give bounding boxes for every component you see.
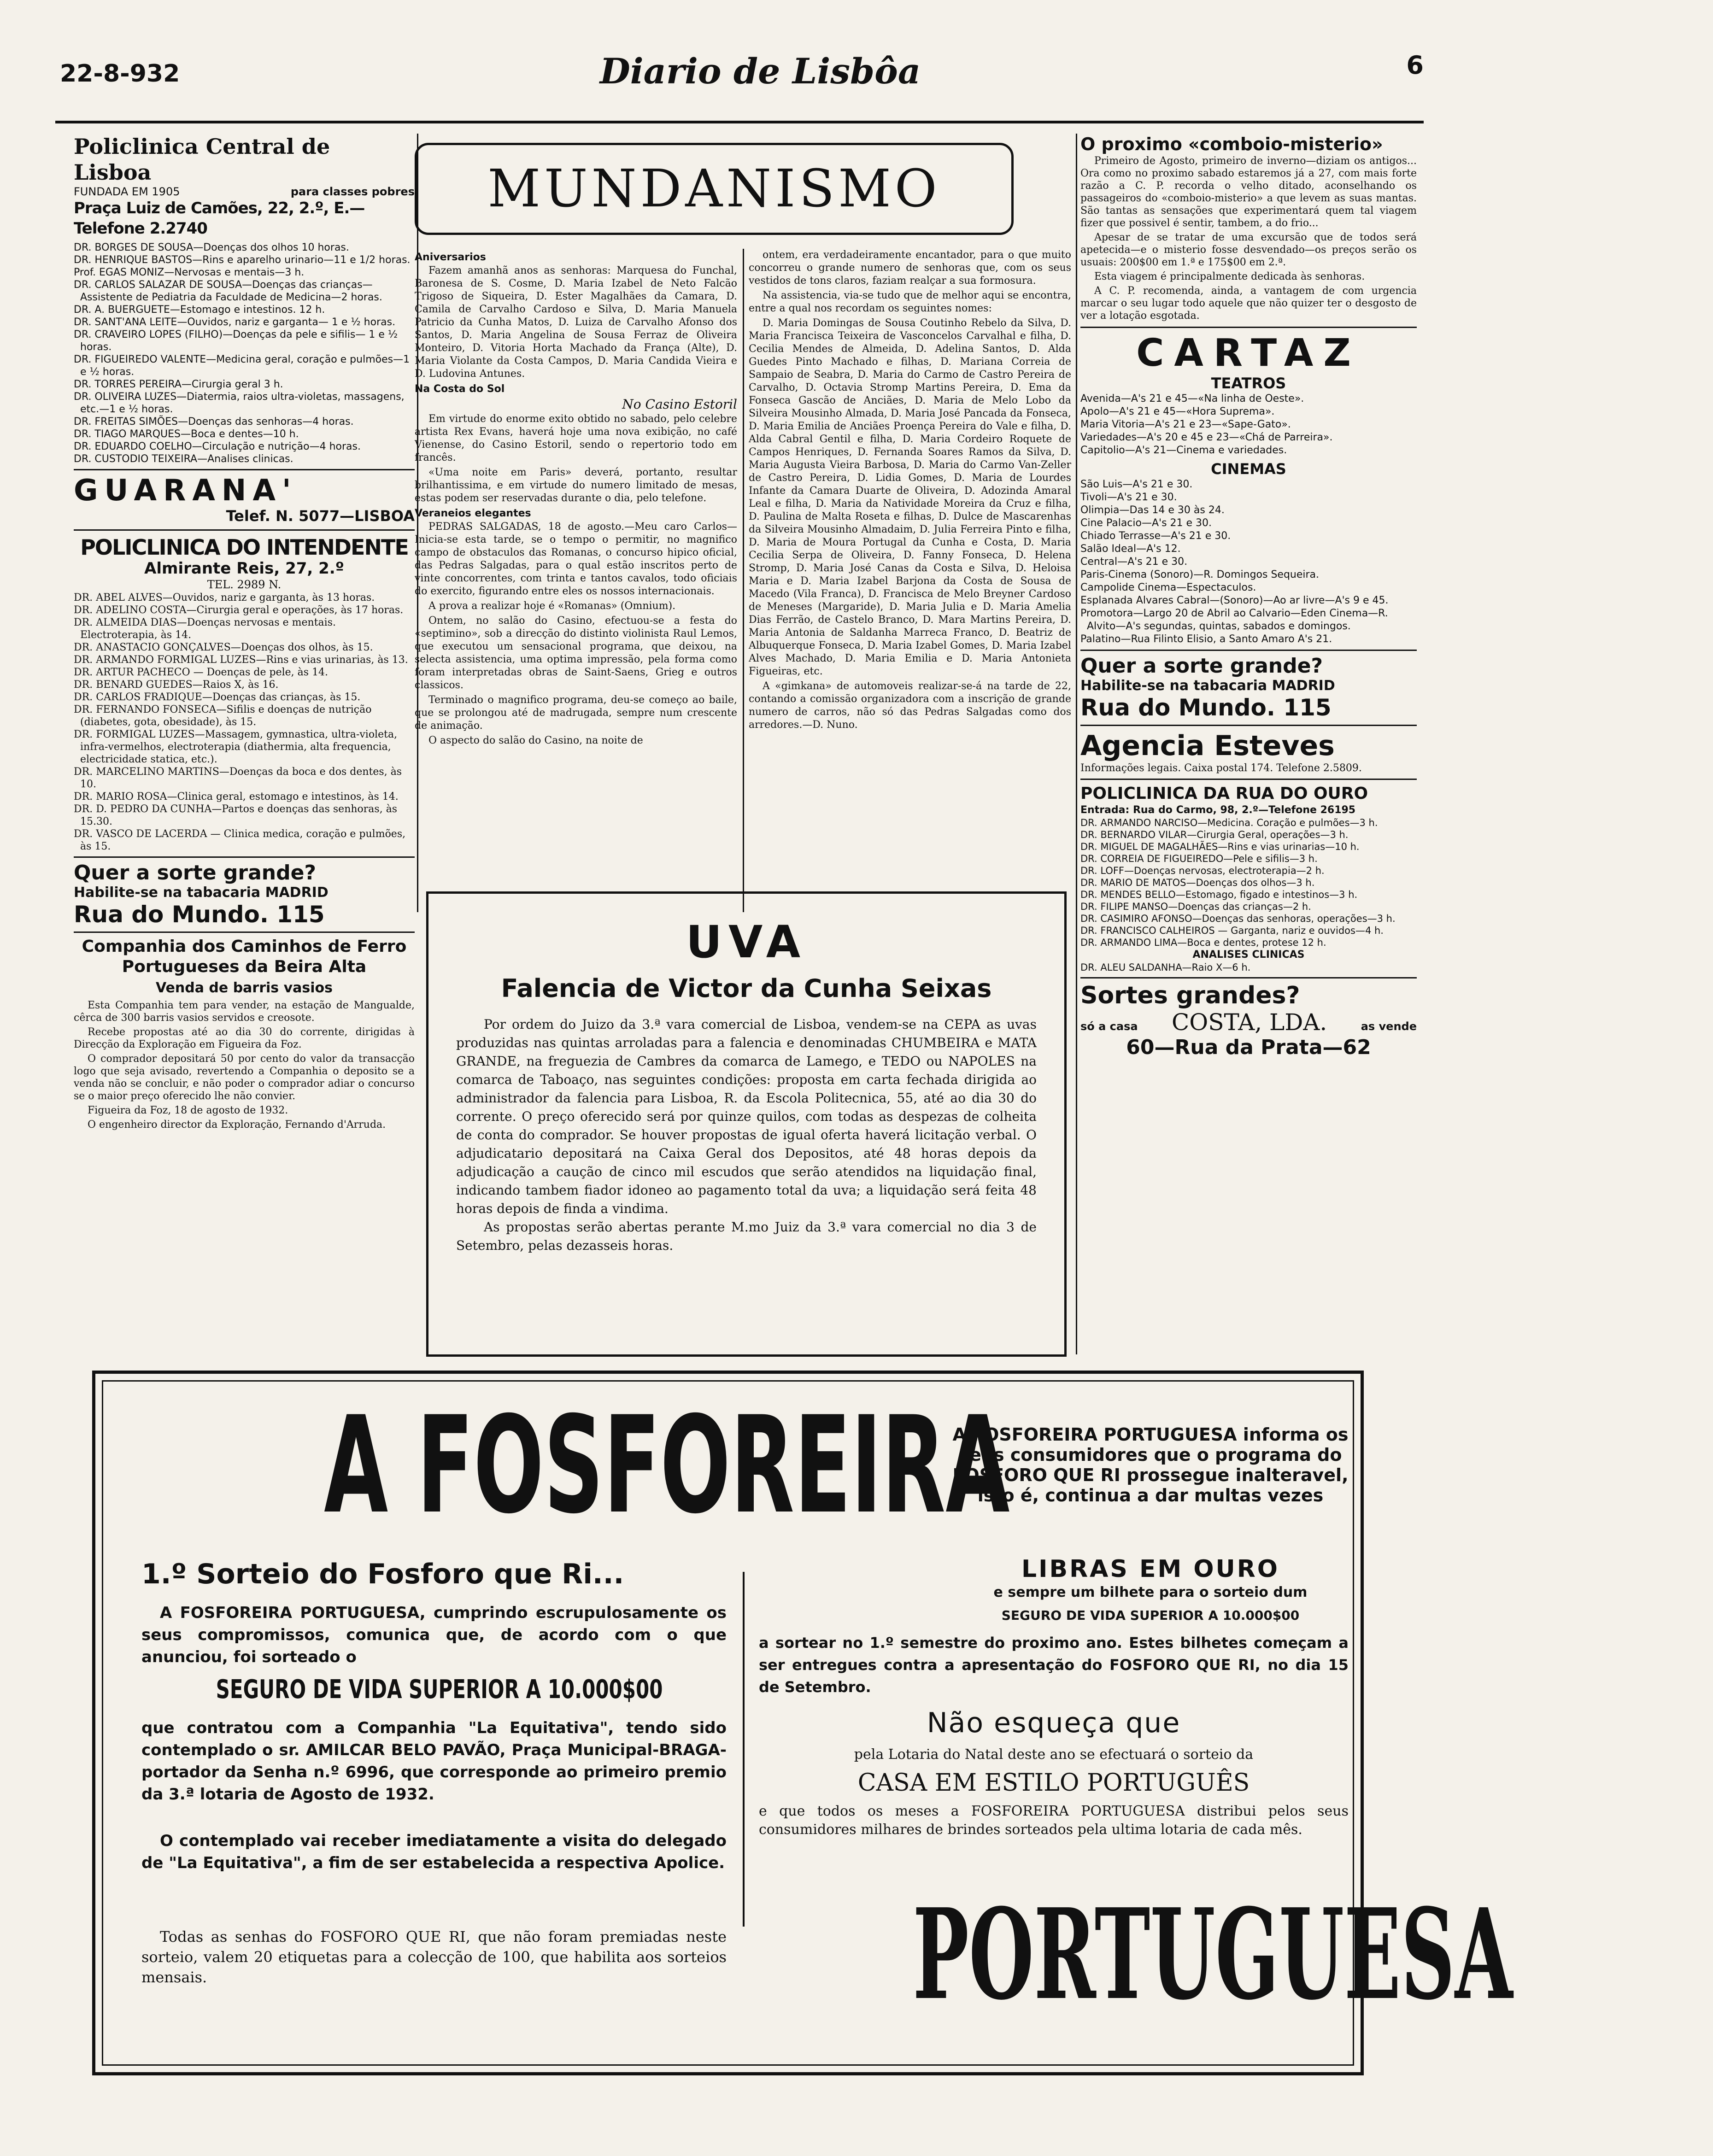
uva-box <box>426 891 1067 1357</box>
sortes-line1: Sortes grandes? <box>1080 982 1300 1009</box>
intendente-doctors <box>74 592 415 853</box>
cinema-entry: Palatino—Rua Filinto Elisio, a Santo Amaro A's 21. <box>1080 633 1332 645</box>
ouro-address: Entrada: Rua do Carmo, 98, 2.º—Telefone 26195 <box>1080 804 1356 816</box>
ad-left-p3: O contemplado vai receber imediatamente a visita do delegado de "La Equitativa", a fim de ser estabelecida a respectiva Apolice. <box>141 1832 727 1872</box>
sorte-line3: Rua do Mundo. 115 <box>1080 694 1332 721</box>
doctor-entry: DR. ARMANDO FORMIGAL LUZES—Rins e vias urinarias, às 13. <box>74 654 408 666</box>
teatro-entry: Avenida—A's 21 e 45—«Na linha de Oeste». <box>1080 393 1304 404</box>
policlinica-intendente <box>74 535 415 853</box>
doctor-entry: DR. TIAGO MARQUES—Boca e dentes—10 h. <box>74 428 299 440</box>
paragraph: Em virtude do enorme exito obtido no sabado, pelo celebre artista Rex Evans, haverá hoje uma nova exibição, no café Vienense, do Casino Estoril, sendo o repertorio todo em francês. <box>415 413 737 463</box>
cartaz-section <box>1080 333 1417 646</box>
ad-right-top: A FOSFOREIRA PORTUGUESA informa os seus consumidores que o programa do FOSFORO QUE RI prossegue inalteravel, isto é, continua a dar multas vezes <box>952 1424 1349 1506</box>
doctor-entry: DR. CORREIA DE FIGUEIREDO—Pele e sifilis—3 h. <box>1080 853 1318 864</box>
divider <box>1080 977 1417 978</box>
ad-nao-esqueca: Não esqueça que <box>927 1707 1181 1739</box>
doctor-entry: DR. A. BUERGUETE—Estomago e intestinos. 12 h. <box>74 304 325 316</box>
guarana-phone: Telef. N. 5077—LISBOA <box>226 507 415 525</box>
doctor-entry: DR. LOFF—Doenças nervosas, electroterapia—2 h. <box>1080 865 1325 876</box>
teatros-heading: TEATROS <box>1211 375 1286 392</box>
doctor-entry: DR. CARLOS FRADIQUE—Doenças das crianças, às 15. <box>74 691 361 703</box>
sorte-line2: Habilite-se na tabacaria MADRID <box>1080 678 1335 694</box>
agencia-title: Agencia Esteves <box>1080 730 1335 762</box>
ad-big-bottom: PORTUGUESA <box>913 1881 1513 2027</box>
doctor-entry: DR. SANT'ANA LEITE—Ouvidos, nariz e garganta— 1 e ½ horas. <box>74 316 396 328</box>
paragraph: A «gimkana» de automoveis realizar-se-á na tarde de 22, contando a comissão organizadora com a inscrição de grande numero de carros, não só das Pedras Salgadas como dos arredores.—D. Nuno. <box>749 680 1071 731</box>
doctor-entry: DR. FIGUEIREDO VALENTE—Medicina geral, coração e pulmões—1 e ½ horas. <box>74 354 410 378</box>
teatro-entry: Maria Vitoria—A's 21 e 23—«Sape-Gato». <box>1080 419 1291 430</box>
ad-big-top: A FOSFOREIRA <box>324 1388 1010 1543</box>
ad-vertical-rule <box>743 1572 745 1927</box>
paragraph: PEDRAS SALGADAS, 18 de agosto.—Meu caro Carlos—Inicia-se esta tarde, se o tempo o permitir, no magnifico campo de obstaculos das Romanas, o concurso hipico oficial, das Pedras Salgadas, para o qual estão inscritos perto de vinte concorrentes, com trinta e tantos cavalos, todo oficiais do exercito, figurando entre eles os nossos internacionais. <box>415 521 737 597</box>
ad-left-p2: que contratou com a Companhia "La Equitativa", tendo sido contemplado o sr. AMILCAR BELO PAVÃO, Praça Municipal-BRAGA-portador da Senha n.º 6996, que corresponde ao primeiro premio da 3.ª lotaria de Agosto de 1932. <box>141 1719 727 1804</box>
doctor-entry: DR. ADELINO COSTA—Cirurgia geral e operações, às 17 horas. <box>74 604 404 616</box>
comboio-notice <box>1080 134 1417 322</box>
header-date: 22-8-932 <box>60 60 180 88</box>
mundanismo-section <box>415 134 1078 871</box>
guarana-title: GUARANA' <box>74 474 298 508</box>
cinema-entry: Campolide Cinema—Espectaculos. <box>1080 582 1256 593</box>
masthead: Diario de Lisbôa <box>599 51 921 92</box>
col1 <box>74 134 415 1405</box>
doctor-entry: Prof. EGAS MONIZ—Nervosas e mentais—3 h. <box>74 267 305 278</box>
uva-closing: As propostas serão abertas perante M.mo Juiz da 3.ª vara comercial no dia 3 de Setembro, pelas dezasseis horas. <box>456 1219 1037 1253</box>
uva-title: UVA <box>686 916 807 968</box>
analises-heading: ANALISES CLINICAS <box>1192 949 1305 961</box>
doctor-entry: DR. D. PEDRO DA CUNHA—Partos e doenças das senhoras, às 15.30. <box>74 803 398 827</box>
page-number: 6 <box>1406 51 1424 80</box>
doctor-entry: DR. FILIPE MANSO—Doenças das crianças—2 h. <box>1080 901 1311 912</box>
sortes-line2 <box>1080 1009 1417 1036</box>
beira-alta-title: Companhia dos Caminhos de Ferro Portugueses da Beira Alta <box>82 937 407 976</box>
doctor-entry: DR. CUSTODIO TEIXEIRA—Analises clinicas. <box>74 453 293 465</box>
agencia-esteves <box>1080 730 1417 775</box>
divider <box>1080 650 1417 651</box>
mundanismo-left-column <box>415 249 737 917</box>
notice-paragraph: Figueira da Foz, 18 de agosto de 1932. <box>88 1105 288 1116</box>
comboio-body <box>1080 155 1417 322</box>
sortes-costa: COSTA, LDA. <box>1171 1009 1327 1036</box>
doctor-entry: DR. ARMANDO NARCISO—Medicina. Coração e pulmões—3 h. <box>1080 817 1378 828</box>
notice-paragraph: Primeiro de Agosto, primeiro de inverno—diziam os antigos... Ora como no proximo sabado estaremos já a 27, com mais forte razão a C. P. recorda o velho ditado, aconselhando os passageiros do «comboio-misterio» a que levem as suas mantas. São tantas as sensações que experimentará quem tal viagem fizer que possivel é sentir, tambem, a do frio... <box>1080 155 1417 229</box>
column-rule <box>743 249 744 912</box>
paragraph: Ontem, no salão do Casino, efectuou-se a festa do «septimino», sob a direcção do distinto violinista Raul Lemos, que executou um sensacional programa, que deixou, na selecta assistencia, uma optima impressão, pela forma como foram interpretadas obras de Saint-Saens, Grieg e outros classicos. <box>415 615 737 691</box>
mundanismo-title: MUNDANISMO <box>487 159 941 219</box>
cinemas-list <box>1080 478 1417 646</box>
doctor-entry: DR. ALMEIDA DIAS—Doenças nervosas e mentais. Electroterapia, às 14. <box>74 617 336 641</box>
cinema-entry: Olimpia—Das 14 e 30 às 24. <box>1080 504 1225 516</box>
sortes-casa: só a casa <box>1080 1020 1138 1033</box>
paragraph: Terminado o magnifico programa, deu-se começo ao baile, que se prolongou até de madrugada, sempre num crescente de animação. <box>415 694 737 732</box>
teatros-list <box>1080 393 1417 457</box>
divider <box>1080 725 1417 726</box>
paragraph: D. Maria Domingas de Sousa Coutinho Rebelo da Silva, D. Maria Francisca Teixeira de Vasconcelos Carvalhal e filha, D. Cecilia Mendes de Almeida, D. Adelina Santos, D. Alda Guedes Pinto Machado e filhas, D. Mariana Correia de Sampaio de Seabra, D. Maria do Carmo de Castro Pereira de Carvalho, D. Octavia Stromp Martins Pereira, D. Ema da Fonseca Gascão de Anciães, D. Maria de Melo Lobo da Silveira Mousinho Almada, D. Maria José Pancada da Fonseca, D. Maria Emilia de Anciães Proença Pereira do Vale e filha, D. Alda Cabral Gentil e filha, D. Maria Cordeiro Roquete de Campos Henriques, D. Fernanda Soares Ramos da Silva, D. Maria Augusta Vieira Barbosa, D. Maria do Carmo Van-Zeller de Castro Pereira, D. Lidia Gomes, D. Maria de Lourdes Infante da Camara Duarte de Oliveira, D. Adozinda Amaral Leal e filha, D. Maria da Natividade Moreira da Cruz e filha, D. Paulina de Malta Roseta e filhas, D. Dulce de Mascarenhas da Silveira Mousinho Almadaim, D. Julia Ferreira Pinto e filha, D. Maria de Moura Portugal da Cunha e Costa, D. Maria Cecilia Serpa de Oliveira, D. Fanny Fonseca, D. Helena Stromp, D. Maria José Canas da Costa e Silva, D. Heloisa Maria e D. Maria Izabel Barjona da Costa de Sousa de Macedo (Vila Franca), D. Francisca de Melo Breyner Cardoso de Meneses (Margaride), D. Maria Julia e D. Maria Amelia Dias Ferrão, de Castelo Branco, D. Mara Martins Pereira, D. Maria Antonia de Saldanha Marreca Franco, D. Beatriz de Albuquerque Fonseca, D. Maria Izabel Gomes, D. Maria Izabel Alves Machado, D. Maria Emilia e D. Maria Antonieta Figueiras, etc. <box>749 317 1071 677</box>
ad-seguro-big: SEGURO DE VIDA SUPERIOR A 10.000$00 <box>216 1675 663 1705</box>
notice-paragraph: Recebe propostas até ao dia 30 do corrente, dirigidas à Direcção da Exploração em Figueira da Foz. <box>74 1026 415 1050</box>
cinemas-heading: CINEMAS <box>1211 460 1286 478</box>
paragraph: «Uma noite em Paris» deverá, portanto, resultar brilhantissima, e em virtude do numero limitado de mesas, estas podem ser reservadas durante o dia, pelo telefone. <box>415 467 737 504</box>
doctor-entry: DR. MENDES BELLO—Estomago, figado e intestinos—3 h. <box>1080 889 1358 900</box>
doctor-entry: DR. FRANCISCO CALHEIROS — Garganta, nariz e ouvidos—4 h. <box>1080 925 1384 936</box>
sorte-line1: Quer a sorte grande? <box>1080 654 1323 678</box>
doctor-entry: DR. ARMANDO LIMA—Boca e dentes, protese 12 h. <box>1080 937 1326 948</box>
sorte-ad-right <box>1080 655 1417 721</box>
policlinica-ouro <box>1080 784 1417 973</box>
beira-alta-body <box>74 999 415 1131</box>
paragraph: A prova a realizar hoje é «Romanas» (Omnium). <box>428 600 676 612</box>
ad-right-p4: e que todos os meses a FOSFOREIRA PORTUGUESA distribui pelos seus consumidores milhares de brindes sorteados pela ultima lotaria de cada mês. <box>759 1803 1349 1838</box>
for-poor: para classes pobres <box>290 185 415 198</box>
section-heading: Na Costa do Sol <box>415 383 505 395</box>
ad-left-p1: A FOSFOREIRA PORTUGUESA, cumprindo escrupulosamente os seus compromissos, comunica que, de acordo com o que anunciou, foi sorteado o <box>141 1604 727 1666</box>
cinema-entry: São Luis—A's 21 e 30. <box>1080 479 1193 490</box>
doctor-entry: DR. CRAVEIRO LOPES (FILHO)—Doenças da pele e sifilis— 1 e ½ horas. <box>74 329 398 353</box>
ad-right-mid: e sempre um bilhete para o sorteio dum <box>993 1584 1308 1600</box>
ad-right-p2: a sortear no 1.º semestre do proximo ano. Estes bilhetes começam a ser entregues contra a apresentação do FOSFORO QUE RI, no dia 15 de Setembro. <box>759 1634 1349 1696</box>
col4 <box>1080 134 1417 1354</box>
notice-paragraph: Esta viagem é principalmente dedicada às senhoras. <box>1094 271 1365 282</box>
ouro-title: POLICLINICA DA RUA DO OURO <box>1080 784 1368 803</box>
doctor-entry: DR. CARLOS SALAZAR DE SOUSA—Doenças das crianças—Assistente de Pediatria da Faculdade de Medicina—2 horas. <box>74 279 382 303</box>
paragraph: Fazem amanhã anos as senhoras: Marquesa do Funchal, Baronesa de S. Cosme, D. Maria Izabel de Neto Falcão Trigoso de Siqueira, D. Ester Magalhães da Camara, D. Camila de Carvalho Cardoso e Silva, D. Maria Manuela Patricio da Cunha Matos, D. Luiza de Carvalho Afonso dos Santos, D. Maria Angelina de Sousa Ferraz de Oliveira Monteiro, D. Vitoria Horta Machado da França (Alte), D. Maria Violante da Costa Campos, D. Maria Candida Vieira e D. Ludovina Antunes. <box>415 265 737 380</box>
policlinica-central-title: Policlinica Central de Lisboa <box>74 134 330 185</box>
doctor-entry: DR. FERNANDO FONSECA—Sifilis e doenças de nutrição (diabetes, gota, obesidade), às 15. <box>74 704 372 728</box>
doctor-entry: DR. EDUARDO COELHO—Circulação e nutrição—4 horas. <box>74 441 361 452</box>
doctor-entry: DR. MARIO DE MATOS—Doenças dos olhos—3 h. <box>1080 877 1315 888</box>
beira-alta-notice <box>74 937 415 1131</box>
cinema-entry: Chiado Terrasse—A's 21 e 30. <box>1080 530 1231 542</box>
uva-subtitle: Falencia de Victor da Cunha Seixas <box>501 974 992 1003</box>
section-heading: Aniversarios <box>415 252 486 263</box>
doctor-entry: DR. ARTUR PACHECO — Doenças de pele, às 14. <box>74 667 329 678</box>
sortes-line3: 60—Rua da Prata—62 <box>1126 1036 1371 1059</box>
intendente-address: Almirante Reis, 27, 2.º <box>144 559 344 578</box>
policlinica-central-doctors <box>74 241 415 465</box>
divider <box>74 469 415 470</box>
intendente-title: POLICLINICA DO INTENDENTE <box>80 535 408 560</box>
doctor-entry: DR. VASCO DE LACERDA — Clinica medica, coração e pulmões, às 15. <box>74 828 406 852</box>
doctor-entry: DR. MARIO ROSA—Clinica geral, estomago e intestinos, às 14. <box>74 791 399 803</box>
doctor-entry: DR. HENRIQUE BASTOS—Rins e aparelho urinario—11 e 1/2 horas. <box>74 254 411 266</box>
sorte-ad-left <box>74 861 415 928</box>
sortes-vende: as vende <box>1361 1020 1417 1033</box>
mundanismo-right-column <box>749 249 1071 917</box>
divider <box>74 529 415 531</box>
cinema-entry: Salão Ideal—A's 12. <box>1080 543 1181 555</box>
sorte-line2: Habilite-se na tabacaria MADRID <box>74 885 329 901</box>
paragraph: Na assistencia, via-se tudo que de melhor aqui se encontra, entre a qual nos recordam os seguintes nomes: <box>749 290 1071 314</box>
guarana-ad <box>74 474 415 525</box>
teatro-entry: Capitolio—A's 21—Cinema e variedades. <box>1080 445 1287 456</box>
intendente-phone: TEL. 2989 N. <box>207 578 282 591</box>
section-heading: Veraneios elegantes <box>415 508 531 519</box>
divider <box>1080 327 1417 328</box>
doctor-entry: DR. BERNARDO VILAR—Cirurgia Geral, operações—3 h. <box>1080 829 1349 840</box>
doctor-entry: DR. MIGUEL DE MAGALHÃES—Rins e vias urinarias—10 h. <box>1080 841 1360 852</box>
divider <box>74 856 415 858</box>
founded: FUNDADA EM 1905 <box>74 185 180 198</box>
doctor-entry: DR. TORRES PEREIRA—Cirurgia geral 3 h. <box>74 379 283 390</box>
doctor-entry: DR. FREITAS SIMÕES—Doenças das senhoras—4 horas. <box>74 416 354 428</box>
ouro-doctors <box>1080 817 1417 949</box>
notice-paragraph: A C. P. recomenda, ainda, a vantagem de com urgencia marcar o seu lugar todo aquele que não quizer ter o desgosto de ver a lotação esgotada. <box>1080 285 1417 322</box>
cinema-entry: Central—A's 21 e 30. <box>1080 556 1188 568</box>
cinema-entry: Paris-Cinema (Sonoro)—R. Domingos Sequeira. <box>1080 569 1320 580</box>
teatro-entry: Variedades—A's 20 e 45 e 23—«Chá de Parreira». <box>1080 432 1333 443</box>
notice-paragraph: O comprador depositará 50 por cento do valor da transacção logo que seja avisado, revertendo a Companhia o deposito se a venda não se concluir, e não poder o comprador adiar o concurso se o maior preço oferecido lhe não convier. <box>74 1053 415 1102</box>
section-subheading: No Casino Estoril <box>622 397 737 412</box>
cinema-entry: Tivoli—A's 21 e 30. <box>1080 492 1177 503</box>
ad-casa: CASA EM ESTILO PORTUGUÊS <box>857 1769 1250 1797</box>
doctor-entry: DR. FORMIGAL LUZES—Massagem, gymnastica, ultra-violeta, infra-vermelhos, electroterapia (diathermia, alta frequencia, electricidade statica, etc.). <box>74 729 398 765</box>
paragraph: ontem, era verdadeiramente encantador, para o que muito concorreu o grande numero de senhoras que, com os seus vestidos de tons claros, faziam realçar a sua formosura. <box>749 249 1071 287</box>
cinema-entry: Promotora—Largo 20 de Abril ao Calvario—Eden Cinema—R. Alvito—A's segundas, quintas, sabados e domingos. <box>1080 608 1388 632</box>
paragraph: O aspecto do salão do Casino, na noite de <box>428 735 643 746</box>
beira-alta-subtitle: Venda de barris vasios <box>155 980 333 996</box>
founded-line <box>74 185 415 198</box>
ad-libras: LIBRAS EM OURO <box>1021 1555 1279 1583</box>
doctor-entry: DR. BENARD GUEDES—Raios X, às 16. <box>74 679 279 691</box>
doctor-entry: DR. CASIMIRO AFONSO—Doenças das senhoras, operações—3 h. <box>1080 913 1396 924</box>
doctor-entry: DR. ANASTACIO GONÇALVES—Doenças dos olhos, às 15. <box>74 642 373 653</box>
sorte-line3: Rua do Mundo. 115 <box>74 901 325 928</box>
doctor-entry: DR. OLIVEIRA LUZES—Diatermia, raios ultra-violetas, massagens, etc.—1 e ½ horas. <box>74 391 405 415</box>
cinema-entry: Cine Palacio—A's 21 e 30. <box>1080 517 1212 529</box>
doctor-entry: DR. ABEL ALVES—Ouvidos, nariz e garganta, às 13 horas. <box>74 592 375 603</box>
ad-sorteio-title: 1.º Sorteio do Fosforo que Ri... <box>141 1558 624 1590</box>
cartaz-title: CARTAZ <box>1136 331 1361 375</box>
doctor-entry: DR. MARCELINO MARTINS—Doenças da boca e dos dentes, às 10. <box>74 766 402 790</box>
fosforeira-ad <box>92 1371 1513 2075</box>
ad-right-p3: pela Lotaria do Natal deste ano se efectuará o sorteio da <box>854 1746 1254 1763</box>
teatro-entry: Apolo—A's 21 e 45—«Hora Suprema». <box>1080 406 1275 417</box>
notice-paragraph: O engenheiro director da Exploração, Fernando d'Arruda. <box>88 1119 386 1131</box>
notice-paragraph: Apesar de se tratar de uma excursão que de todos será apetecida—e o misterio fosse desvendado—os preços serão os usuais: 200$00 em 1.ª e 175$00 em 2.ª. <box>1080 232 1417 268</box>
analises-line: DR. ALEU SALDANHA—Raio X—6 h. <box>1080 962 1251 973</box>
doctor-entry: DR. BORGES DE SOUSA—Doenças dos olhos 10 horas. <box>74 242 349 253</box>
ad-left-p4: Todas as senhas do FOSFORO QUE RI, que não foram premiadas neste sorteio, valem 20 etiquetas para a colecção de 100, que habilita aos sorteios mensais. <box>141 1928 727 1986</box>
divider <box>74 932 415 933</box>
uva-body: Por ordem do Juizo da 3.ª vara comercial de Lisboa, vendem-se na CEPA as uvas produzidas nas quintas arroladas para a falencia e denominadas CHUMBEIRA e MATA GRANDE, na freguezia de Cambres da comarca de Lamego, e TEDO ou NAPOLES na comarca de Taboaço, nas seguintes condições: proposta em carta fechada dirigida ao administrador da falencia para Lisboa, R. da Escola Politecnica, 55, até ao dia 30 do corrente. O preço oferecido será por quinze quilos, com todas as despezas de colheita de conta do comprador. Se houver propostas de igual oferta haverá licitação verbal. O adjudicatario depositará na Caixa Geral dos Depositos, até 48 horas depois da adjudicação a caução de cinco mil escudos que serão atendidos na liquidação final, indicando tambem fiador idoneo ao pagamento total da uva; a liquidação será feita 48 horas depois de finda a vindima. <box>456 1017 1037 1216</box>
agencia-body: Informações legais. Caixa postal 174. Telefone 2.5809. <box>1080 762 1362 774</box>
cinema-entry: Esplanada Alvares Cabral—(Sonoro)—Ao ar livre—A's 9 e 45. <box>1080 595 1389 606</box>
column-rule <box>1076 134 1077 1354</box>
notice-paragraph: Esta Companhia tem para vender, na estação de Mangualde, cêrca de 300 barris vasios servidos e creosote. <box>74 1000 415 1024</box>
header-rule <box>55 121 1424 123</box>
policlinica-central <box>74 134 415 465</box>
ad-seguro-small: SEGURO DE VIDA SUPERIOR A 10.000$00 <box>1001 1608 1300 1623</box>
sortes-grandes-ad <box>1080 982 1417 1060</box>
divider <box>1080 779 1417 780</box>
policlinica-central-address: Praça Luiz de Camões, 22, 2.º, E.—Telefone 2.2740 <box>74 199 365 238</box>
mundanismo-title-box <box>415 143 1014 235</box>
sorte-line1: Quer a sorte grande? <box>74 861 316 885</box>
comboio-title: O proximo «comboio-misterio» <box>1080 134 1383 154</box>
